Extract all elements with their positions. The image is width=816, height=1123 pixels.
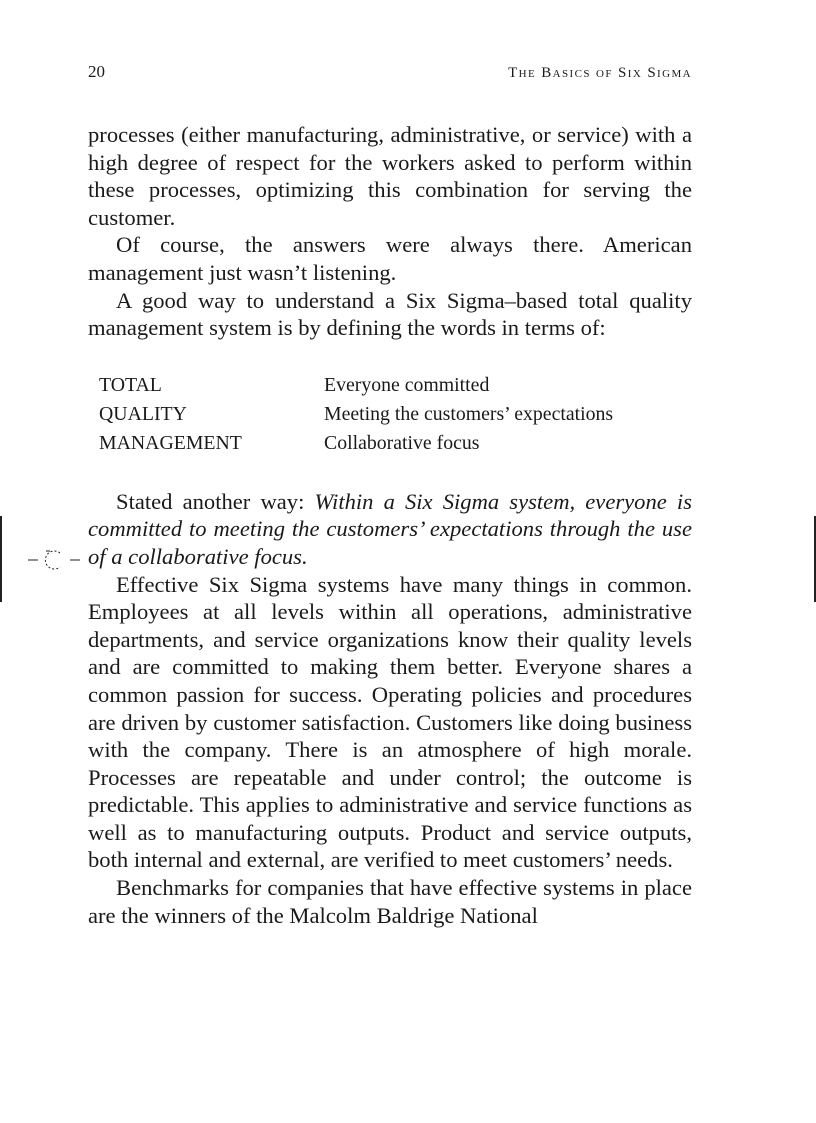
paragraph-definition-intro: A good way to understand a Six Sigma–based total quality management system is by defining the words in terms of:: [88, 287, 692, 341]
paragraph-benchmarks: Benchmarks for companies that have effective systems in place are the winners of the Malcolm Baldrige National: [88, 875, 692, 928]
running-header: [88, 62, 692, 82]
page-number: 20: [88, 62, 105, 81]
definition-term: MANAGEMENT: [99, 431, 242, 454]
definition-term: QUALITY: [99, 402, 187, 425]
paragraph-american-management: Of course, the answers were always there. American management just wasn’t listening.: [88, 232, 692, 285]
definition-term: TOTAL: [99, 373, 162, 396]
definition-row: [99, 371, 692, 400]
paragraph-stated-another-way: [88, 488, 692, 571]
paragraph-continued: processes (either manufacturing, administrative, or service) with a high degree of respect for the workers asked to perform within these processes, optimizing this combination for serving the customer.: [88, 122, 692, 230]
definition-row: [99, 429, 692, 458]
paragraph-lead-text: Stated another way:: [116, 488, 315, 514]
definition-meaning: Meeting the customers’ expectations: [324, 402, 614, 425]
definitions-table: [99, 371, 692, 458]
body-text: [88, 121, 692, 929]
crop-mark-left: [0, 516, 2, 602]
registration-mark-icon: [28, 548, 80, 572]
definition-meaning: Everyone committed: [324, 373, 490, 396]
definition-row: [99, 400, 692, 429]
paragraph-effective-systems: Effective Six Sigma systems have many things in common. Employees at all levels within all operations, administrative departments, and service organizations know their quality levels and are committed to making them better. Everyone shares a common passion for success. Operating policies and procedures are driven by customer satisfaction. Customers like doing business with the company. There is an atmosphere of high morale. Processes are repeatable and under control; the outcome is predictable. This applies to administrative and service functions as well as to manufacturing outputs. Product and service outputs, both internal and external, are verified to meet customers’ needs.: [88, 571, 692, 873]
running-title: The Basics of Six Sigma: [508, 65, 692, 81]
definition-meaning: Collaborative focus: [324, 431, 480, 454]
paragraph-italic-emphasis: Within a Six Sigma system, everyone is committed to meeting the customers’ expectations through the use of a collaborative focus.: [88, 488, 692, 569]
